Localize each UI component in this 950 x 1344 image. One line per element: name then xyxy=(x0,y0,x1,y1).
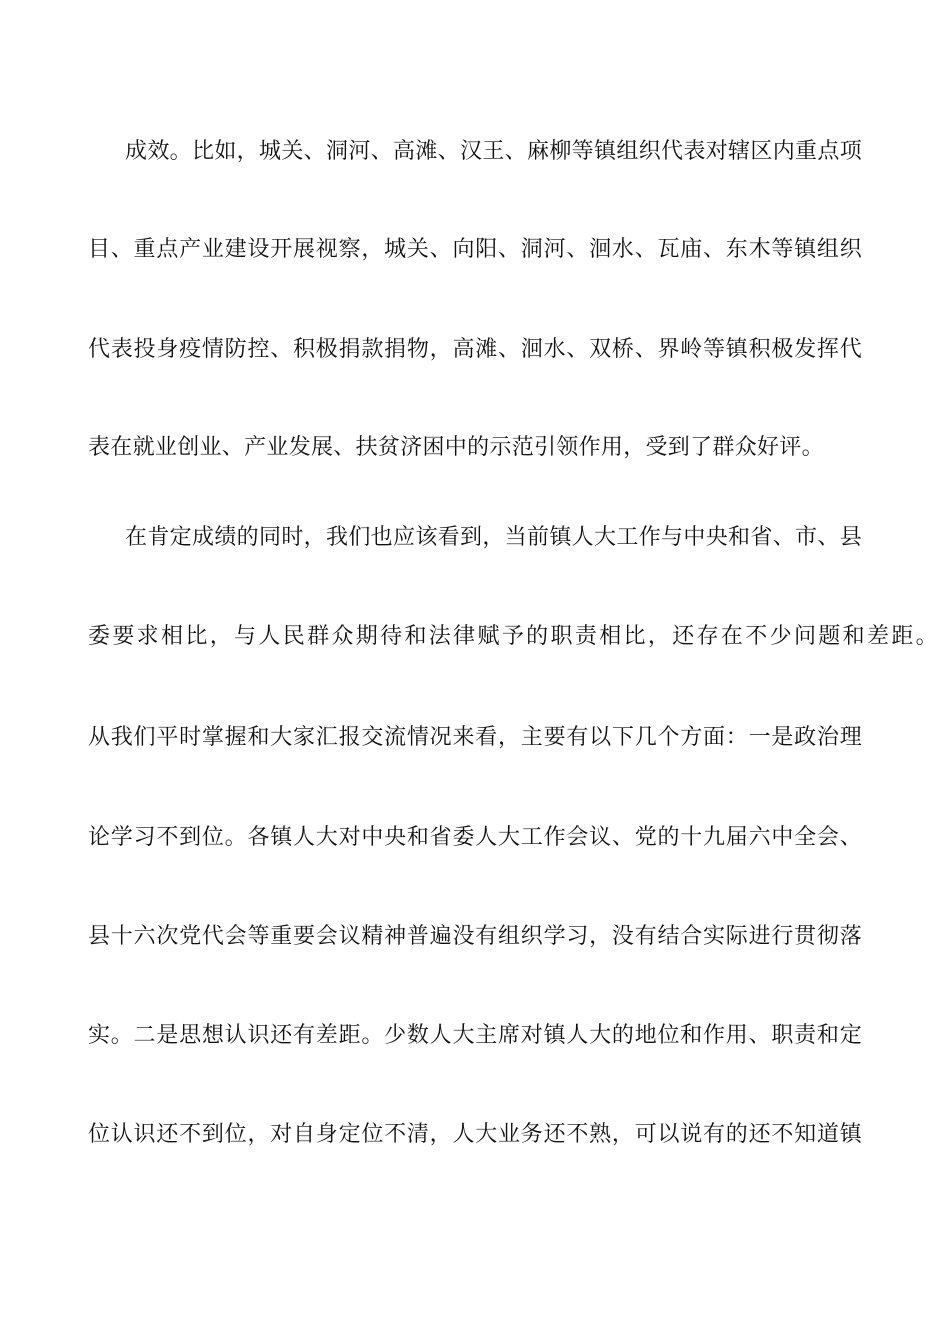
text-line: 代表投身疫情防控、积极捐款捐物，高滩、洄水、双桥、界岭等镇积极发挥代 xyxy=(88,337,862,362)
text-line: 在肯定成绩的同时，我们也应该看到，当前镇人大工作与中央和省、市、县 xyxy=(125,525,862,550)
text-line: 从我们平时掌握和大家汇报交流情况来看，主要有以下几个方面：一是政治理 xyxy=(88,725,862,750)
text-line: 论学习不到位。各镇人大对中央和省委人大工作会议、党的十九届六中全会、 xyxy=(88,825,862,850)
text-line: 实。二是思想认识还有差距。少数人大主席对镇人大的地位和作用、职责和定 xyxy=(88,1023,862,1048)
text-line: 目、重点产业建设开展视察，城关、向阳、洞河、洄水、瓦庙、东木等镇组织 xyxy=(88,237,862,262)
text-line: 位认识还不到位，对自身定位不清，人大业务还不熟，可以说有的还不知道镇 xyxy=(88,1122,862,1147)
text-line: 表在就业创业、产业发展、扶贫济困中的示范引领作用，受到了群众好评。 xyxy=(88,435,824,460)
text-line: 委要求相比，与人民群众期待和法律赋予的职责相比，还存在不少问题和差距。 xyxy=(88,624,938,649)
text-line: 县十六次党代会等重要会议精神普遍没有组织学习，没有结合实际进行贯彻落 xyxy=(88,924,862,949)
text-line: 成效。比如，城关、洞河、高滩、汉王、麻柳等镇组织代表对辖区内重点项 xyxy=(125,139,862,164)
